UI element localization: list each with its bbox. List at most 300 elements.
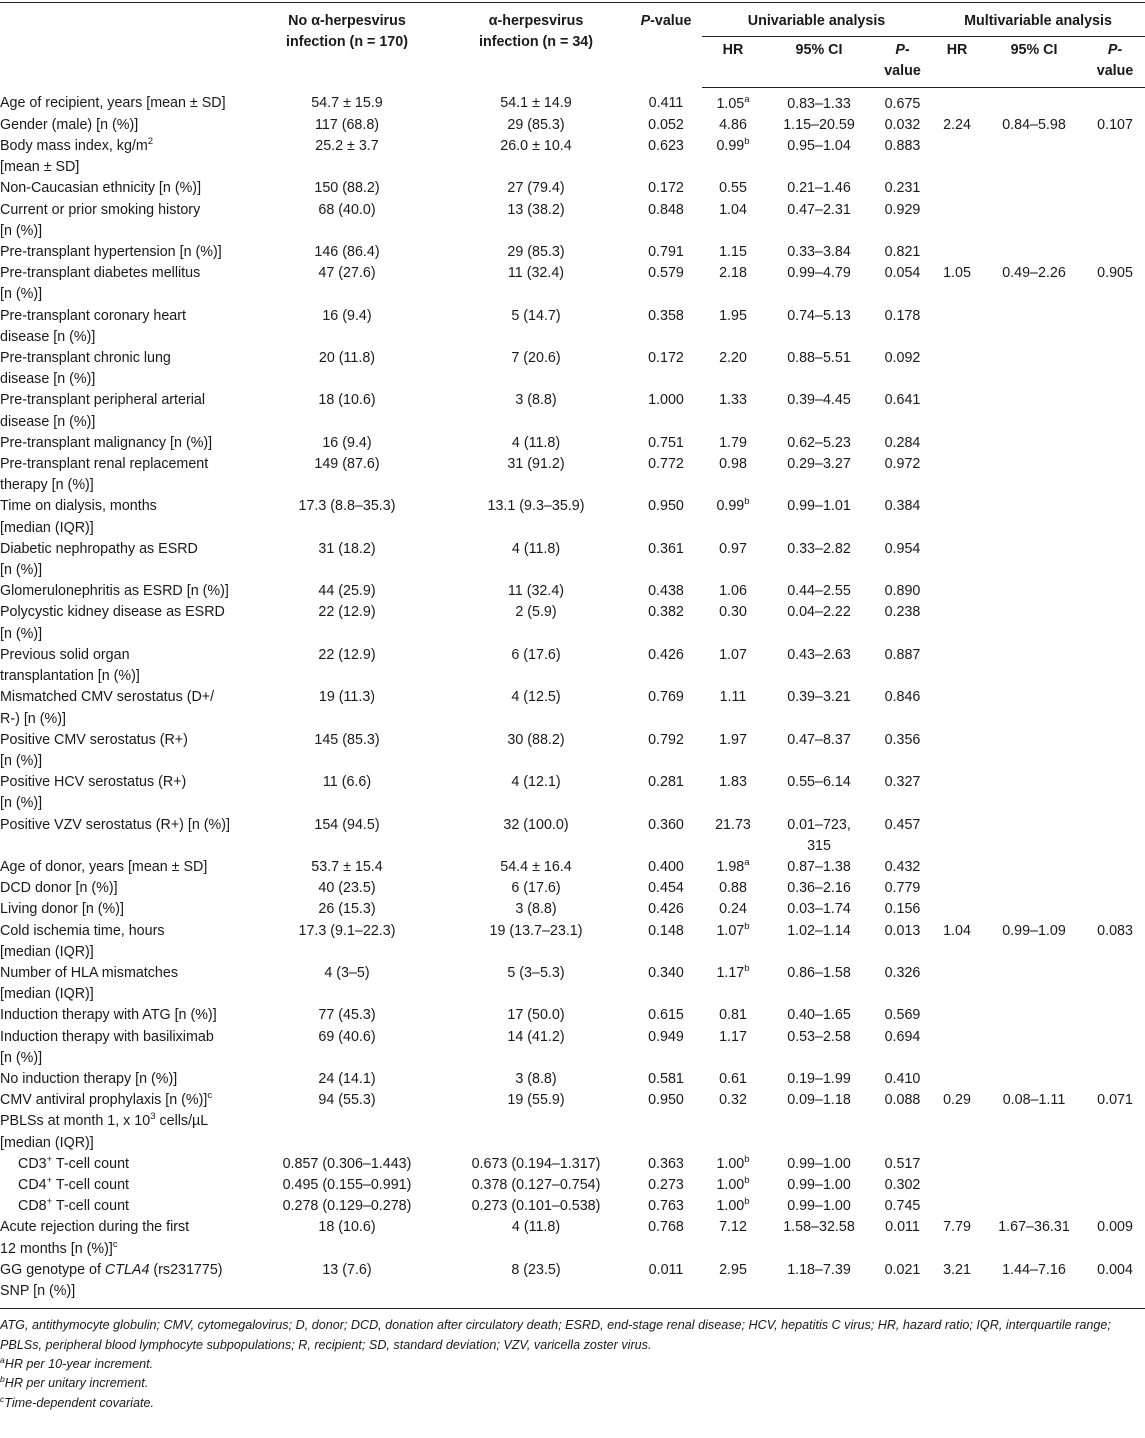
cell-multi-p: [1085, 115, 1145, 136]
cell-alpha-herpes: [442, 1111, 630, 1153]
row-label-text: Pre-transplant peripheral arterial: [0, 392, 206, 409]
cell-alpha-herpes-value: 54.4 ± 16.4: [500, 858, 572, 875]
cell-uni-p-value: 0.284: [884, 434, 921, 451]
cell-multi-p: [1085, 1217, 1145, 1259]
cell-multi-hr: [931, 136, 983, 178]
cell-alpha-herpes: [442, 645, 630, 687]
cell-multi-ci-value: 1.44–7.16: [1002, 1261, 1066, 1278]
cell-p-value: [630, 263, 702, 305]
cell-p-value: [630, 963, 702, 1005]
cell-multi-p: [1085, 433, 1145, 454]
row-label-line2: [n (%)]: [0, 625, 43, 642]
cell-uni-p-value: 0.457: [884, 816, 921, 833]
table-row: [0, 242, 1145, 263]
cell-no-alpha-herpes: [252, 602, 442, 644]
cell-alpha-herpes-value: 29 (85.3): [507, 116, 565, 133]
cell-no-alpha-herpes: [252, 1175, 442, 1196]
row-label: [0, 454, 252, 496]
row-label: [0, 963, 252, 1005]
cell-uni-hr-value: 1.11: [719, 689, 747, 706]
footnote-c: $^c$Time-dependent covariate.: [0, 1393, 154, 1410]
cell-no-alpha-herpes: [252, 115, 442, 136]
cell-no-alpha-herpes: [252, 878, 442, 899]
cell-multi-ci-value: 0.49–2.26: [1002, 265, 1066, 282]
cell-alpha-herpes: [442, 772, 630, 814]
cell-no-alpha-herpes: [252, 1005, 442, 1026]
cell-uni-p-value: 0.887: [884, 646, 921, 663]
cell-uni-p: [874, 200, 931, 242]
row-label: [0, 306, 252, 348]
cell-multi-p-value: 0.009: [1097, 1219, 1133, 1236]
cell-uni-hr: [702, 242, 764, 263]
table-row: [0, 1090, 1145, 1111]
cell-multi-hr: [931, 200, 983, 242]
cell-uni-ci-value: 0.36–2.16: [787, 880, 851, 897]
cell-multi-hr: [931, 921, 983, 963]
cell-alpha-herpes: [442, 963, 630, 1005]
cell-uni-hr-value: 1.00: [716, 1198, 745, 1215]
hr-footnote-mark: b: [744, 496, 750, 508]
cell-alpha-herpes-value: 6 (17.6): [511, 880, 561, 897]
cell-multi-ci: [983, 1154, 1085, 1175]
header-multi-p: P- value: [1085, 37, 1145, 87]
cell-alpha-herpes: [442, 306, 630, 348]
cell-multi-p: [1085, 1069, 1145, 1090]
cell-uni-p-value: 0.410: [884, 1070, 921, 1087]
cell-uni-p-value: 0.890: [884, 583, 921, 600]
hr-footnote-mark: b: [744, 1196, 750, 1208]
row-label-after: (rs231775): [149, 1261, 223, 1278]
cell-alpha-herpes-value: 8 (23.5): [511, 1261, 561, 1278]
row-label-text: Acute rejection during the first: [0, 1219, 190, 1236]
cell-uni-hr: [702, 1175, 764, 1196]
cell-p-value-value: 0.281: [648, 774, 684, 791]
cell-uni-ci-value: 0.87–1.38: [787, 858, 851, 875]
cell-uni-p-value: 0.384: [884, 498, 921, 515]
cell-uni-hr: [702, 963, 764, 1005]
cell-alpha-herpes-value: 0.673 (0.194–1.317): [471, 1155, 601, 1172]
cell-alpha-herpes-value: 29 (85.3): [507, 244, 565, 261]
cell-p-value-value: 0.950: [648, 1092, 684, 1109]
cell-uni-ci: [764, 815, 874, 857]
row-label-text: Non-Caucasian ethnicity [n (%)]: [0, 180, 202, 197]
table-row: [0, 1175, 1145, 1196]
cell-p-value: [630, 581, 702, 602]
cell-multi-p: [1085, 263, 1145, 305]
row-label-text: Body mass index, kg/m: [0, 138, 148, 155]
cell-p-value: [630, 200, 702, 242]
table-row: [0, 730, 1145, 772]
cell-no-alpha-herpes-value: 117 (68.8): [314, 116, 380, 133]
cell-multi-ci: [983, 348, 1085, 390]
header-multi-hr: HR: [931, 37, 983, 87]
cell-no-alpha-herpes: [252, 87, 442, 115]
table-row: [0, 496, 1145, 538]
cell-uni-ci: [764, 433, 874, 454]
cell-no-alpha-herpes-value: 11 (6.6): [322, 774, 372, 791]
cell-alpha-herpes: [442, 1090, 630, 1111]
cell-uni-ci-value: 1.18–7.39: [787, 1261, 851, 1278]
cell-uni-hr: [702, 390, 764, 432]
cell-uni-ci-value: 0.53–2.58: [787, 1028, 851, 1045]
cell-alpha-herpes-value: 31 (91.2): [507, 456, 565, 473]
cell-multi-ci: [983, 87, 1085, 115]
row-label: [0, 730, 252, 772]
cell-uni-hr-value: 1.07: [716, 922, 745, 939]
cell-uni-hr: [702, 857, 764, 878]
header-univariable: Univariable analysis: [702, 3, 931, 37]
cell-uni-hr: [702, 772, 764, 814]
cell-uni-hr: [702, 878, 764, 899]
cell-p-value-value: 0.052: [648, 116, 684, 133]
cell-alpha-herpes-value: 19 (55.9): [507, 1092, 565, 1109]
cell-alpha-herpes: [442, 263, 630, 305]
hr-footnote-mark: b: [744, 920, 750, 932]
cell-alpha-herpes: [442, 602, 630, 644]
cell-uni-p: [874, 496, 931, 538]
cell-uni-hr: [702, 1217, 764, 1259]
cell-alpha-herpes: [442, 581, 630, 602]
cell-uni-hr-value: 1.95: [719, 307, 747, 324]
cell-uni-ci-value: 0.39–4.45: [787, 392, 851, 409]
row-label-line2: [n (%)]: [0, 562, 43, 579]
cell-uni-ci: [764, 581, 874, 602]
cell-no-alpha-herpes-value: 17.3 (9.1–22.3): [298, 922, 396, 939]
table-row: [0, 136, 1145, 178]
cell-uni-hr: [702, 1069, 764, 1090]
cell-multi-hr: [931, 178, 983, 199]
row-label-text: Induction therapy with ATG [n (%)]: [0, 1007, 217, 1024]
cell-multi-p-value: 0.905: [1097, 265, 1133, 282]
cell-uni-ci: [764, 1069, 874, 1090]
cell-p-value-value: 0.949: [648, 1028, 684, 1045]
cell-multi-p: [1085, 1196, 1145, 1217]
cell-uni-hr: [702, 454, 764, 496]
cell-uni-ci: [764, 136, 874, 178]
cell-uni-hr: [702, 306, 764, 348]
cell-uni-ci: [764, 263, 874, 305]
cell-no-alpha-herpes: [252, 1217, 442, 1259]
cell-no-alpha-herpes: [252, 496, 442, 538]
cell-uni-ci: [764, 963, 874, 1005]
cell-alpha-herpes-value: 30 (88.2): [507, 731, 565, 748]
cell-multi-p: [1085, 200, 1145, 242]
cell-p-value-value: 0.791: [648, 244, 684, 261]
cell-uni-ci-value: 0.43–2.63: [787, 646, 851, 663]
table-row: [0, 963, 1145, 1005]
cell-multi-ci: [983, 200, 1085, 242]
cell-no-alpha-herpes-value: 94 (55.3): [318, 1092, 376, 1109]
cell-p-value-value: 0.426: [648, 901, 684, 918]
cell-uni-p-value: 0.238: [884, 604, 921, 621]
cell-multi-ci: [983, 433, 1085, 454]
cell-p-value-value: 0.615: [648, 1007, 684, 1024]
row-label-line2: [mean ± SD]: [0, 159, 80, 176]
cell-multi-hr: [931, 645, 983, 687]
table-row: [0, 581, 1145, 602]
cell-no-alpha-herpes: [252, 581, 442, 602]
cell-alpha-herpes: [442, 348, 630, 390]
row-label-text: Pre-transplant diabetes mellitus: [0, 265, 201, 282]
row-label-text: Pre-transplant chronic lung: [0, 350, 171, 367]
cell-p-value: [630, 1027, 702, 1069]
cell-no-alpha-herpes: [252, 772, 442, 814]
row-label-text: Pre-transplant renal replacement: [0, 456, 209, 473]
cell-alpha-herpes: [442, 200, 630, 242]
row-label-text: Gender (male) [n (%)]: [0, 116, 139, 133]
table-row: [0, 454, 1145, 496]
cell-p-value-value: 0.763: [648, 1198, 684, 1215]
cell-uni-ci-value: 0.19–1.99: [787, 1070, 851, 1087]
cell-p-value-value: 0.769: [648, 689, 684, 706]
cell-p-value-value: 0.340: [648, 964, 684, 981]
table-row: [0, 1111, 1145, 1153]
cell-multi-p: [1085, 178, 1145, 199]
cell-uni-hr-value: 0.99: [716, 138, 745, 155]
cell-multi-p: [1085, 1260, 1145, 1309]
cell-alpha-herpes: [442, 115, 630, 136]
cell-p-value: [630, 539, 702, 581]
row-label: [0, 1196, 252, 1217]
cell-uni-ci: [764, 1175, 874, 1196]
row-label-sup: 2: [147, 136, 154, 148]
table-row: [0, 306, 1145, 348]
row-label: [0, 136, 252, 178]
cell-uni-p: [874, 687, 931, 729]
cell-uni-ci: [764, 1027, 874, 1069]
cell-p-value: [630, 1090, 702, 1111]
cell-alpha-herpes: [442, 1175, 630, 1196]
cell-multi-hr: [931, 306, 983, 348]
row-label-line2: [median (IQR)]: [0, 986, 94, 1003]
cell-alpha-herpes: [442, 1154, 630, 1175]
cell-p-value-value: 0.360: [648, 816, 684, 833]
row-label: [0, 1260, 252, 1309]
cell-no-alpha-herpes-value: 16 (9.4): [322, 307, 372, 324]
cell-multi-hr: [931, 496, 983, 538]
cell-uni-hr-value: 7.12: [719, 1219, 747, 1236]
cell-multi-ci: [983, 306, 1085, 348]
cell-alpha-herpes: [442, 1069, 630, 1090]
cell-uni-ci-line2: 315: [807, 837, 831, 854]
row-label-text: Positive HCV serostatus (R+): [0, 774, 187, 791]
cell-alpha-herpes-value: 32 (100.0): [503, 816, 569, 833]
cell-no-alpha-herpes-value: 13 (7.6): [322, 1261, 372, 1278]
cell-alpha-herpes-value: 4 (11.8): [511, 434, 561, 451]
header-uni-p: P- value: [874, 37, 931, 87]
cell-uni-p: [874, 899, 931, 920]
cell-uni-ci-value: 0.99–1.00: [787, 1176, 851, 1193]
cell-multi-hr: [931, 115, 983, 136]
cell-uni-ci-value: 0.95–1.04: [787, 138, 851, 155]
cell-alpha-herpes: [442, 539, 630, 581]
cell-multi-hr: [931, 687, 983, 729]
cell-p-value: [630, 390, 702, 432]
cell-uni-ci-value: 0.47–8.37: [787, 731, 851, 748]
table-row: [0, 602, 1145, 644]
cell-uni-ci: [764, 1260, 874, 1309]
cell-multi-ci: [983, 1069, 1085, 1090]
cell-uni-p-value: 0.302: [884, 1176, 921, 1193]
table-row: [0, 878, 1145, 899]
cell-multi-ci-value: 0.08–1.11: [1002, 1092, 1066, 1109]
row-label-after: T-cell count: [52, 1198, 129, 1215]
table-row: [0, 1217, 1145, 1259]
cell-uni-p: [874, 539, 931, 581]
cell-p-value: [630, 1175, 702, 1196]
cell-multi-p: [1085, 815, 1145, 857]
page: [0, 2, 1145, 1413]
cell-multi-ci: [983, 878, 1085, 899]
cell-p-value-value: 0.400: [648, 858, 684, 875]
cell-uni-p: [874, 263, 931, 305]
row-label-text: CD8: [18, 1198, 47, 1215]
cell-multi-p: [1085, 390, 1145, 432]
cell-multi-hr: [931, 602, 983, 644]
cell-uni-p: [874, 921, 931, 963]
cell-p-value: [630, 348, 702, 390]
cell-alpha-herpes: [442, 878, 630, 899]
cell-p-value: [630, 454, 702, 496]
cell-uni-p-value: 0.432: [884, 858, 921, 875]
cell-uni-ci: [764, 178, 874, 199]
cell-uni-p: [874, 1111, 931, 1153]
cell-uni-ci: [764, 921, 874, 963]
cell-alpha-herpes-value: 13 (38.2): [507, 201, 565, 218]
cell-alpha-herpes: [442, 242, 630, 263]
cell-uni-ci-value: 0.99–4.79: [787, 265, 851, 282]
cell-uni-p: [874, 878, 931, 899]
cell-multi-ci: [983, 136, 1085, 178]
cell-no-alpha-herpes: [252, 539, 442, 581]
row-label-line2: disease [n (%)]: [0, 413, 96, 430]
cell-p-value-value: 0.579: [648, 265, 684, 282]
cell-multi-p: [1085, 878, 1145, 899]
row-label-line2: [n (%)]: [0, 795, 43, 812]
cell-multi-p: [1085, 454, 1145, 496]
cell-uni-hr-value: 1.83: [719, 774, 747, 791]
row-label-text: Living donor [n (%)]: [0, 901, 124, 918]
cell-uni-hr-value: 0.98: [719, 456, 747, 473]
cell-multi-hr: [931, 1175, 983, 1196]
table-row: [0, 539, 1145, 581]
cell-multi-hr: [931, 857, 983, 878]
cell-p-value-value: 0.950: [648, 498, 684, 515]
cell-uni-hr: [702, 1154, 764, 1175]
cell-multi-ci-value: 0.84–5.98: [1002, 116, 1066, 133]
cell-multi-p: [1085, 1154, 1145, 1175]
row-label: [0, 1027, 252, 1069]
row-label-gene: CTLA4: [104, 1261, 150, 1278]
cell-uni-p: [874, 1175, 931, 1196]
cell-multi-hr: [931, 263, 983, 305]
row-label-text: Induction therapy with basiliximab: [0, 1028, 214, 1045]
cell-uni-hr: [702, 178, 764, 199]
cell-p-value-value: 0.581: [648, 1070, 684, 1087]
cell-multi-hr-value: 7.79: [943, 1219, 971, 1236]
cell-alpha-herpes: [442, 454, 630, 496]
row-label-text: CD3: [18, 1155, 47, 1172]
cell-no-alpha-herpes-value: 4 (3–5): [324, 964, 370, 981]
cell-uni-hr-value: 0.88: [719, 880, 747, 897]
cell-uni-hr-value: 0.81: [719, 1007, 747, 1024]
row-label-line2: R-) [n (%)]: [0, 710, 66, 727]
cell-no-alpha-herpes: [252, 242, 442, 263]
table-row: [0, 433, 1145, 454]
cell-multi-ci: [983, 1217, 1085, 1259]
cell-uni-p: [874, 136, 931, 178]
cell-uni-p-value: 0.032: [884, 116, 921, 133]
cell-no-alpha-herpes: [252, 1260, 442, 1309]
cell-multi-ci: [983, 1175, 1085, 1196]
cell-alpha-herpes: [442, 496, 630, 538]
cell-no-alpha-herpes: [252, 687, 442, 729]
cell-multi-p: [1085, 1111, 1145, 1153]
cell-multi-p: [1085, 602, 1145, 644]
cell-no-alpha-herpes: [252, 963, 442, 1005]
cell-alpha-herpes-value: 11 (32.4): [507, 265, 565, 282]
cell-uni-ci: [764, 539, 874, 581]
cell-alpha-herpes-value: 19 (13.7–23.1): [489, 922, 583, 939]
cell-uni-p: [874, 602, 931, 644]
cell-multi-ci: [983, 390, 1085, 432]
cell-uni-ci: [764, 1154, 874, 1175]
cell-multi-hr-value: 1.05: [943, 265, 971, 282]
table-row: [0, 772, 1145, 814]
cell-uni-hr: [702, 645, 764, 687]
cell-p-value: [630, 242, 702, 263]
cell-multi-p: [1085, 1027, 1145, 1069]
cell-p-value-value: 0.358: [648, 307, 684, 324]
cell-uni-ci: [764, 1090, 874, 1111]
row-label: [0, 645, 252, 687]
footnote-b: $^b$HR per unitary increment.: [0, 1374, 149, 1391]
cell-no-alpha-herpes-value: 40 (23.5): [318, 880, 376, 897]
cell-p-value-value: 0.148: [648, 922, 684, 939]
cell-uni-p: [874, 115, 931, 136]
cell-uni-hr-value: 0.61: [719, 1070, 747, 1087]
cell-alpha-herpes-value: 4 (11.8): [511, 1219, 561, 1236]
cell-multi-p-value: 0.071: [1097, 1092, 1133, 1109]
table-row: [0, 348, 1145, 390]
cell-multi-ci: [983, 1196, 1085, 1217]
cell-no-alpha-herpes-value: 54.7 ± 15.9: [311, 95, 383, 112]
row-label: [0, 1069, 252, 1090]
header-alpha-herpesvirus: α-herpesvirus infection (n = 34): [479, 13, 593, 51]
cell-uni-p-value: 0.675: [884, 95, 921, 112]
cell-uni-p: [874, 581, 931, 602]
cell-uni-hr-value: 1.07: [719, 646, 747, 663]
cell-multi-p-value: 0.083: [1097, 922, 1133, 939]
cell-p-value-value: 0.792: [648, 731, 684, 748]
cell-uni-hr-value: 2.20: [719, 350, 747, 367]
row-label: [0, 242, 252, 263]
cell-uni-p: [874, 772, 931, 814]
cell-uni-ci: [764, 454, 874, 496]
cell-no-alpha-herpes-value: 18 (10.6): [318, 392, 376, 409]
cell-p-value: [630, 602, 702, 644]
cell-multi-hr: [931, 815, 983, 857]
cell-no-alpha-herpes-value: 16 (9.4): [322, 434, 372, 451]
cell-multi-hr: [931, 1069, 983, 1090]
cell-uni-ci-value: 0.99–1.00: [787, 1198, 851, 1215]
cell-p-value-value: 0.623: [648, 138, 684, 155]
cell-alpha-herpes: [442, 857, 630, 878]
cell-no-alpha-herpes-value: 154 (94.5): [314, 816, 380, 833]
cell-no-alpha-herpes: [252, 178, 442, 199]
cell-uni-hr: [702, 1196, 764, 1217]
cell-uni-p-value: 0.517: [884, 1155, 921, 1172]
